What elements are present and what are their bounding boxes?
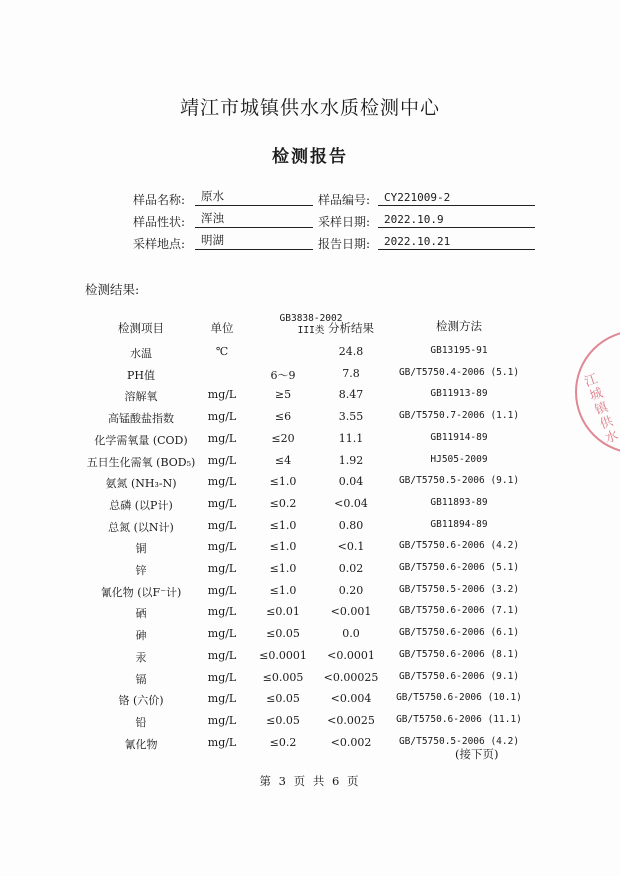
cell-result: <0.001 (330, 605, 372, 619)
cell-method: GB/T5750.4-2006 (5.1) (398, 366, 520, 378)
cell-result: 0.80 (338, 518, 364, 532)
sample-date-field (378, 211, 535, 228)
sample-property-field (195, 211, 313, 228)
cell-item: 总氮 (以N计) (108, 520, 174, 534)
header-result: 分析结果 (328, 321, 374, 335)
sample-name-label: 样品名称: (133, 193, 186, 207)
cell-std: ≤0.2 (269, 735, 297, 749)
cell-unit: mg/L (207, 670, 237, 684)
cell-item: 总磷 (以P计) (109, 498, 173, 512)
sample-name-field (195, 189, 313, 206)
cell-item: 铬 (六价) (118, 694, 164, 708)
cell-method: GB/T5750.6-2006 (5.1) (398, 562, 520, 573)
cell-unit: mg/L (207, 388, 237, 402)
cell-item: 高锰酸盐指数 (108, 412, 174, 426)
report-date-label: 报告日期: (318, 237, 371, 251)
cell-std: ≤1.0 (269, 518, 297, 532)
report-date-value: 2022.10.21 (384, 235, 451, 248)
cell-method: GB/T5750.6-2006 (11.1) (396, 713, 522, 725)
page-footer: 第 3 页 共 6 页 (259, 774, 361, 788)
cell-unit: mg/L (207, 431, 237, 445)
cell-result: <0.004 (330, 692, 372, 706)
report-date-field (378, 233, 535, 250)
cell-std: ≤20 (271, 431, 295, 445)
cell-item: 硒 (135, 607, 147, 621)
cell-method: GB11913-89 (430, 388, 488, 400)
cell-std: ≤0.05 (266, 627, 300, 641)
cell-method: GB/T5750.5-2006 (4.2) (398, 735, 520, 747)
cell-item: 溶解氧 (124, 390, 158, 404)
cell-item: 五日生化需氧 (BOD₅) (86, 455, 196, 469)
sample-location-label: 采样地点: (133, 237, 186, 251)
cell-item: 锌 (135, 564, 147, 577)
cell-unit: mg/L (207, 648, 237, 662)
cell-result: 8.47 (338, 388, 364, 402)
cell-item: 氰化物 (以F⁻计) (100, 585, 182, 599)
cell-item: PH值 (127, 368, 155, 382)
cell-unit: mg/L (207, 562, 237, 575)
cell-result: <0.1 (337, 540, 365, 554)
cell-item: 化学需氧量 (COD) (94, 433, 188, 447)
doc-title: 检测报告 (272, 147, 348, 167)
header-unit: 单位 (210, 321, 234, 335)
cell-std: ≤0.05 (266, 692, 300, 706)
cell-result: 0.04 (338, 475, 364, 489)
cell-std: ≤0.005 (262, 670, 304, 684)
sample-id-label: 样品编号: (318, 193, 371, 207)
cell-unit: ℃ (215, 345, 229, 358)
seal-stamp-text: 江城镇供水 (579, 371, 620, 448)
sample-id-field (378, 189, 535, 206)
cell-method: GB/T5750.5-2006 (3.2) (398, 583, 520, 595)
cell-method: GB/T5750.6-2006 (10.1) (396, 692, 522, 704)
sample-property-label: 样品性状: (133, 215, 186, 229)
continue-note: (接下页) (455, 747, 499, 761)
cell-method: GB/T5750.6-2006 (4.2) (398, 540, 520, 552)
cell-result: 1.92 (338, 453, 364, 467)
cell-result: 3.55 (338, 410, 364, 424)
sample-name-value: 原水 (201, 189, 224, 203)
cell-std: ≤1.0 (269, 475, 297, 489)
cell-unit: mg/L (207, 713, 237, 727)
sample-location-value: 明湖 (201, 233, 224, 247)
cell-result: <0.0001 (327, 648, 375, 662)
cell-result: <0.04 (334, 496, 368, 510)
cell-std: ≤0.01 (266, 605, 300, 619)
cell-unit: mg/L (207, 735, 237, 749)
cell-std: ≤6 (274, 410, 292, 424)
cell-method: GB/T5750.6-2006 (7.1) (398, 605, 520, 617)
cell-result: <0.0025 (327, 713, 375, 727)
cell-item: 镉 (135, 672, 147, 686)
cell-result: <0.002 (330, 735, 372, 749)
sample-id-value: CY221009-2 (384, 191, 451, 204)
cell-item: 砷 (135, 629, 147, 643)
results-label: 检测结果: (85, 282, 140, 297)
cell-result: 7.8 (342, 366, 360, 380)
cell-unit: mg/L (207, 453, 237, 467)
cell-method: GB/T5750.6-2006 (6.1) (398, 627, 520, 639)
cell-method: GB11914-89 (430, 431, 488, 443)
cell-method: GB/T5750.6-2006 (8.1) (398, 648, 520, 660)
cell-unit: mg/L (207, 540, 237, 554)
cell-result: <0.00025 (323, 670, 379, 684)
cell-std: ≤0.0001 (259, 648, 307, 662)
cell-std: ≤1.0 (269, 540, 297, 554)
cell-item: 水温 (130, 347, 152, 360)
sample-date-label: 采样日期: (318, 215, 371, 229)
cell-std: ≤0.05 (266, 713, 300, 727)
cell-unit: mg/L (207, 605, 237, 619)
sample-location-field (195, 233, 313, 250)
header-standard-line1: GB3838-2002 (279, 313, 343, 324)
cell-std: 6～9 (270, 368, 296, 382)
cell-result: 0.20 (338, 583, 364, 597)
sample-date-value: 2022.10.9 (384, 213, 444, 226)
cell-result: 24.8 (338, 345, 364, 358)
cell-method: GB/T5750.7-2006 (1.1) (398, 410, 520, 422)
cell-result: 0.02 (338, 562, 364, 575)
cell-std: ≥5 (274, 388, 292, 402)
cell-result: 11.1 (338, 431, 364, 445)
cell-method: HJ505-2009 (430, 453, 488, 465)
cell-item: 铜 (135, 542, 147, 556)
cell-std: ≤4 (274, 453, 292, 467)
sample-property-value: 浑浊 (201, 211, 224, 225)
cell-std: ≤1.0 (269, 583, 297, 597)
cell-unit: mg/L (207, 692, 237, 706)
cell-std: ≤1.0 (269, 562, 297, 575)
cell-item: 氰化物 (124, 737, 158, 751)
header-item: 检测项目 (118, 321, 164, 335)
org-title: 靖江市城镇供水水质检测中心 (179, 97, 440, 119)
cell-method: GB/T5750.5-2006 (9.1) (398, 475, 520, 487)
cell-method: GB13195-91 (430, 345, 488, 356)
cell-unit: mg/L (207, 627, 237, 641)
cell-item: 氨氮 (NH₃-N) (105, 477, 177, 491)
header-standard-line2: III类 (297, 325, 325, 336)
cell-item: 铅 (135, 715, 147, 729)
cell-method: GB/T5750.6-2006 (9.1) (398, 670, 520, 682)
header-method: 检测方法 (436, 319, 482, 333)
cell-method: GB11894-89 (430, 518, 488, 530)
cell-method: GB11893-89 (430, 496, 488, 508)
cell-item: 汞 (135, 650, 147, 664)
cell-unit: mg/L (207, 583, 237, 597)
cell-unit: mg/L (207, 518, 237, 532)
cell-unit: mg/L (207, 475, 237, 489)
cell-std: ≤0.2 (269, 496, 297, 510)
cell-result: 0.0 (342, 627, 360, 641)
cell-unit: mg/L (207, 496, 237, 510)
cell-unit: mg/L (207, 410, 237, 424)
